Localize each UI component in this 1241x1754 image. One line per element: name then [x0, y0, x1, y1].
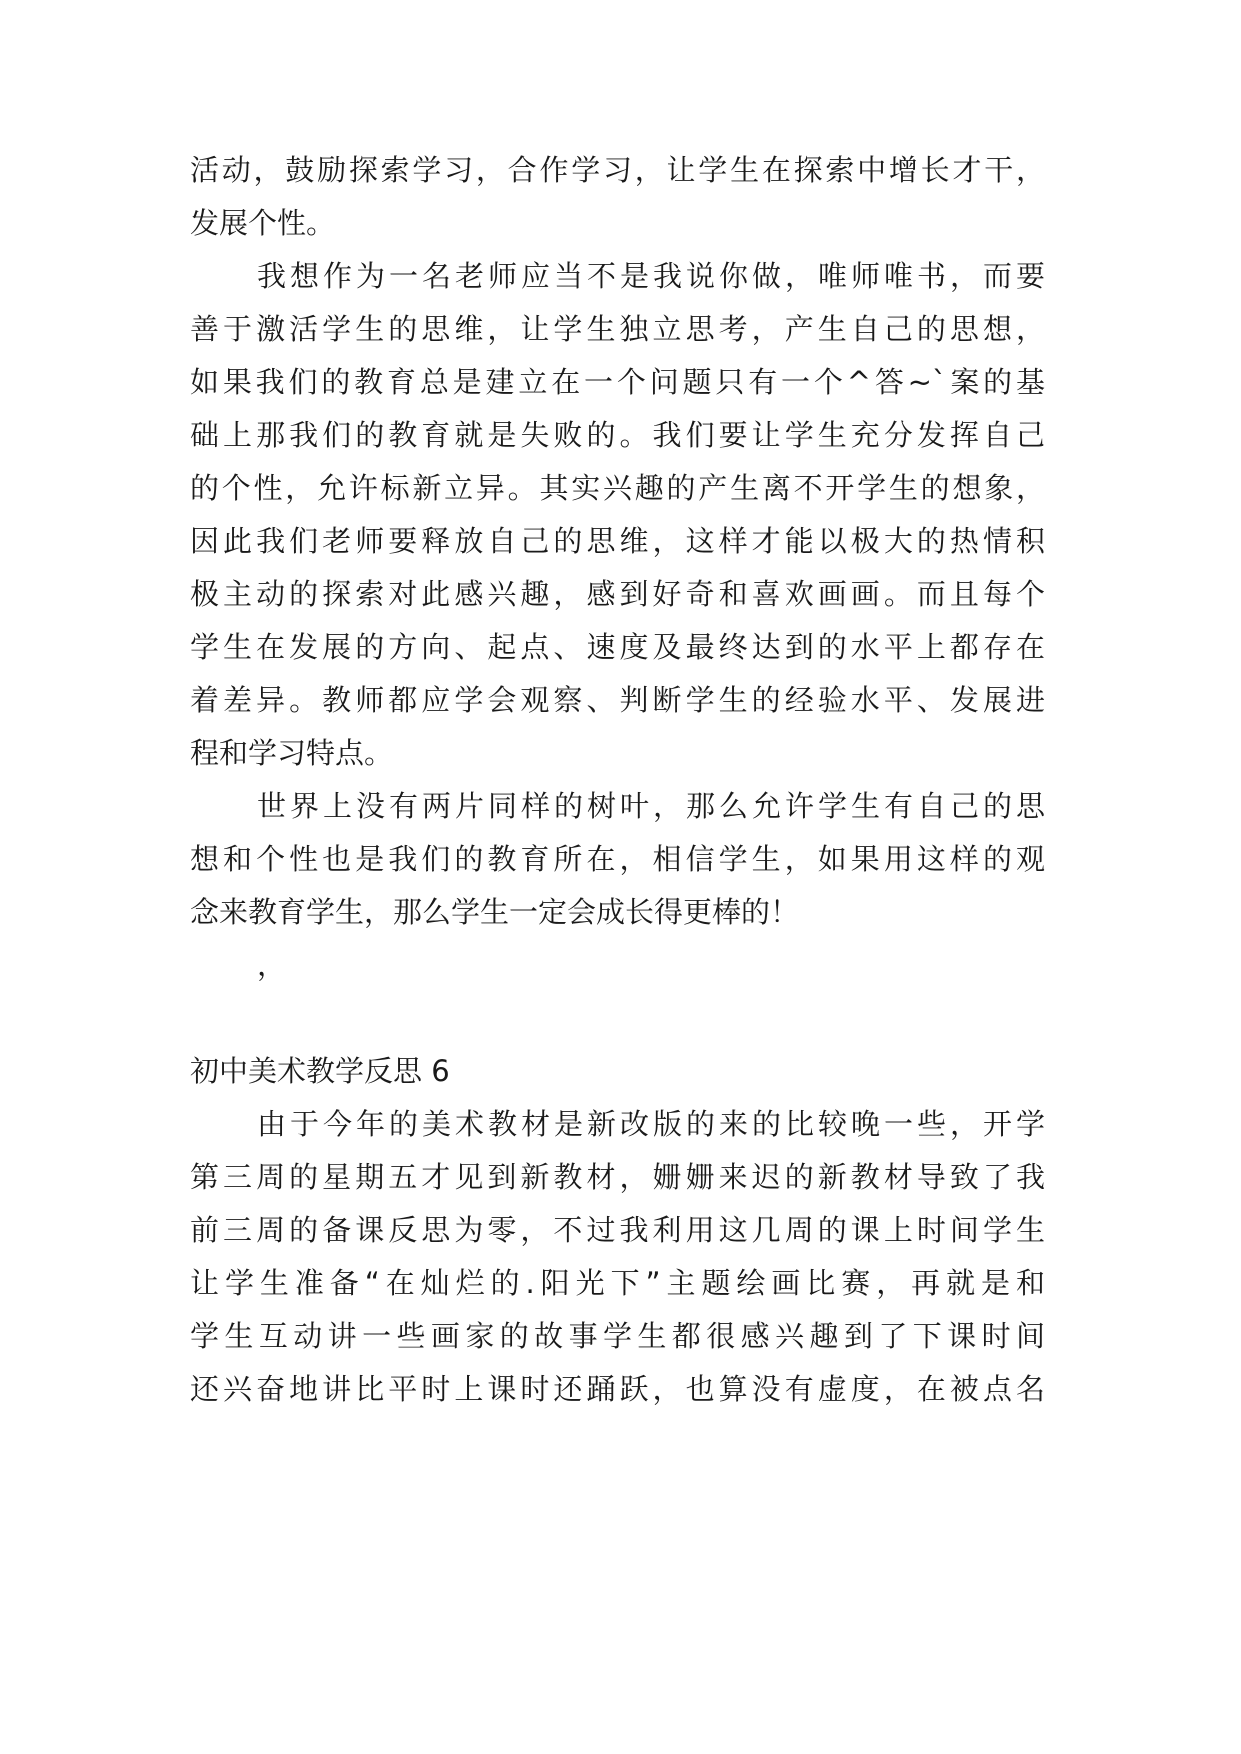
- text-line: 善于激活学生的思维，让学生独立思考，产生自己的思想，: [190, 312, 1045, 346]
- text-line: 因此我们老师要释放自己的思维，这样才能以极大的热情积: [190, 524, 1045, 558]
- text-line: 发展个性。: [190, 206, 336, 240]
- text-line: 我想作为一名老师应当不是我说你做，唯师唯书，而要: [257, 259, 1045, 293]
- stray-comma: ，: [257, 948, 287, 982]
- text-line: 学生在发展的方向、起点、速度及最终达到的水平上都存在: [190, 630, 1045, 664]
- text-line: 极主动的探索对此感兴趣，感到好奇和喜欢画画。而且每个: [190, 577, 1045, 611]
- text-line: 由于今年的美术教材是新改版的来的比较晚一些，开学: [257, 1107, 1045, 1141]
- text-line: 念来教育学生，那么学生一定会成长得更棒的！: [190, 895, 800, 929]
- text-line: 世界上没有两片同样的树叶，那么允许学生有自己的思: [257, 789, 1045, 823]
- text-line: 让学生准备“在灿烂的.阳光下”主题绘画比赛，再就是和: [190, 1266, 1045, 1300]
- text-line: 还兴奋地讲比平时上课时还踊跃，也算没有虚度，在被点名: [190, 1372, 1045, 1406]
- text-line: 想和个性也是我们的教育所在，相信学生，如果用这样的观: [190, 842, 1045, 876]
- text-line: 如果我们的教育总是建立在一个问题只有一个^答~`案的基: [190, 365, 1045, 399]
- text-line: 第三周的星期五才见到新教材，姗姗来迟的新教材导致了我: [190, 1160, 1045, 1194]
- text-line: 的个性，允许标新立异。其实兴趣的产生离不开学生的想象，: [190, 471, 1045, 505]
- text-line: 础上那我们的教育就是失败的。我们要让学生充分发挥自己: [190, 418, 1045, 452]
- text-line: 学生互动讲一些画家的故事学生都很感兴趣到了下课时间: [190, 1319, 1045, 1353]
- text-line: 活动，鼓励探索学习，合作学习，让学生在探索中增长才干，: [190, 153, 1045, 187]
- text-line: 着差异。教师都应学会观察、判断学生的经验水平、发展进: [190, 683, 1045, 717]
- text-line: 程和学习特点。: [190, 736, 394, 770]
- section-heading: 初中美术教学反思 6: [190, 1054, 450, 1088]
- text-line: 前三周的备课反思为零，不过我利用这几周的课上时间学生: [190, 1213, 1045, 1247]
